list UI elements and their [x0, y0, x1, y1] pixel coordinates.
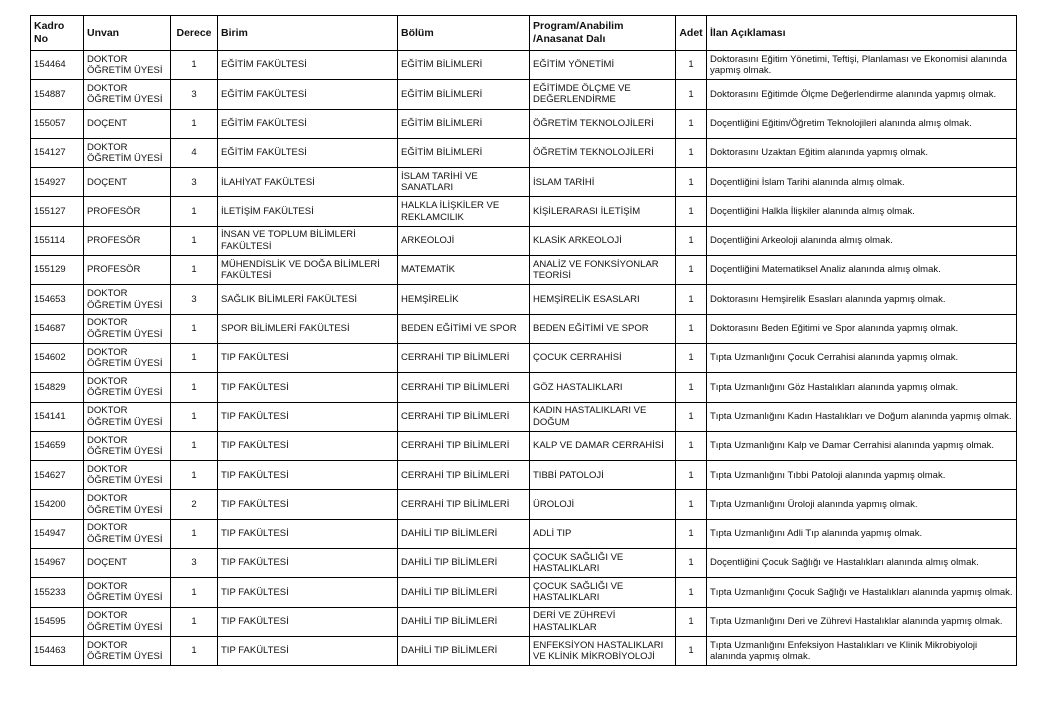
cell-bolum: BEDEN EĞİTİMİ VE SPOR — [398, 314, 530, 343]
cell-bolum: CERRAHİ TIP BİLİMLERİ — [398, 343, 530, 372]
cell-unvan: DOKTOR ÖĞRETİM ÜYESİ — [84, 343, 171, 372]
cell-kadro-no: 154947 — [31, 519, 84, 548]
cell-derece: 1 — [171, 51, 218, 80]
cell-adet: 1 — [676, 343, 707, 372]
cell-bolum: EĞİTİM BİLİMLERİ — [398, 51, 530, 80]
cell-birim: SAĞLIK BİLİMLERİ FAKÜLTESİ — [218, 285, 398, 314]
table-row — [31, 285, 1017, 314]
cell-unvan: PROFESÖR — [84, 226, 171, 255]
cell-unvan: DOKTOR ÖĞRETİM ÜYESİ — [84, 402, 171, 431]
cell-bolum: CERRAHİ TIP BİLİMLERİ — [398, 373, 530, 402]
cell-birim: EĞİTİM FAKÜLTESİ — [218, 138, 398, 167]
cell-adet: 1 — [676, 197, 707, 226]
cell-bolum: DAHİLİ TIP BİLİMLERİ — [398, 578, 530, 607]
cell-kadro-no: 154200 — [31, 490, 84, 519]
cell-adet: 1 — [676, 314, 707, 343]
cell-derece: 1 — [171, 607, 218, 636]
cell-kadro-no: 154829 — [31, 373, 84, 402]
cell-kadro-no: 154887 — [31, 80, 84, 109]
cell-birim: EĞİTİM FAKÜLTESİ — [218, 51, 398, 80]
cell-birim: TIP FAKÜLTESİ — [218, 636, 398, 665]
cell-program: İSLAM TARİHİ — [530, 168, 676, 197]
cell-ilan-aciklamasi: Doçentliğini Arkeoloji alanında almış olmak. — [707, 226, 1017, 255]
cell-derece: 4 — [171, 138, 218, 167]
cell-kadro-no: 154653 — [31, 285, 84, 314]
cell-adet: 1 — [676, 578, 707, 607]
cell-derece: 1 — [171, 373, 218, 402]
cell-adet: 1 — [676, 226, 707, 255]
cell-program: ÇOCUK SAĞLIĞI VE HASTALIKLARI — [530, 578, 676, 607]
cell-ilan-aciklamasi: Doçentliğini Çocuk Sağlığı ve Hastalıkları alanında almış olmak. — [707, 549, 1017, 578]
cell-birim: TIP FAKÜLTESİ — [218, 343, 398, 372]
cell-program: EĞİTİMDE ÖLÇME VE DEĞERLENDİRME — [530, 80, 676, 109]
cell-adet: 1 — [676, 138, 707, 167]
table-row — [31, 80, 1017, 109]
cell-program: ENFEKSİYON HASTALIKLARI VE KLİNİK MİKROBİYOLOJİ — [530, 636, 676, 665]
cell-kadro-no: 154659 — [31, 431, 84, 460]
cell-ilan-aciklamasi: Tıpta Uzmanlığını Göz Hastalıkları alanında yapmış olmak. — [707, 373, 1017, 402]
cell-unvan: PROFESÖR — [84, 197, 171, 226]
cell-bolum: DAHİLİ TIP BİLİMLERİ — [398, 549, 530, 578]
table-row — [31, 578, 1017, 607]
cell-bolum: CERRAHİ TIP BİLİMLERİ — [398, 490, 530, 519]
table-row — [31, 373, 1017, 402]
cell-unvan: DOKTOR ÖĞRETİM ÜYESİ — [84, 578, 171, 607]
cell-kadro-no: 154595 — [31, 607, 84, 636]
cell-derece: 1 — [171, 226, 218, 255]
cell-unvan: PROFESÖR — [84, 256, 171, 285]
cell-unvan: DOKTOR ÖĞRETİM ÜYESİ — [84, 51, 171, 80]
cell-program: KLASİK ARKEOLOJİ — [530, 226, 676, 255]
cell-derece: 3 — [171, 285, 218, 314]
table-row — [31, 519, 1017, 548]
cell-program: KALP VE DAMAR CERRAHİSİ — [530, 431, 676, 460]
cell-ilan-aciklamasi: Tıpta Uzmanlığını Çocuk Cerrahisi alanında yapmış olmak. — [707, 343, 1017, 372]
header-program: Program/Anabilim /Anasanat Dalı — [530, 16, 676, 51]
cell-adet: 1 — [676, 461, 707, 490]
cell-kadro-no: 155057 — [31, 109, 84, 138]
cell-kadro-no: 154463 — [31, 636, 84, 665]
cell-unvan: DOÇENT — [84, 549, 171, 578]
cell-ilan-aciklamasi: Doktorasını Eğitimde Ölçme Değerlendirme alanında yapmış olmak. — [707, 80, 1017, 109]
cell-ilan-aciklamasi: Tıpta Uzmanlığını Tıbbi Patoloji alanında yapmış olmak. — [707, 461, 1017, 490]
cell-derece: 1 — [171, 197, 218, 226]
cell-adet: 1 — [676, 607, 707, 636]
cell-bolum: HEMŞİRELİK — [398, 285, 530, 314]
cell-kadro-no: 154627 — [31, 461, 84, 490]
cell-adet: 1 — [676, 549, 707, 578]
cell-birim: SPOR BİLİMLERİ FAKÜLTESİ — [218, 314, 398, 343]
header-adet: Adet — [676, 16, 707, 51]
cell-kadro-no: 154127 — [31, 138, 84, 167]
cell-kadro-no: 154967 — [31, 549, 84, 578]
cell-program: ADLİ TIP — [530, 519, 676, 548]
cell-birim: EĞİTİM FAKÜLTESİ — [218, 109, 398, 138]
table-row — [31, 402, 1017, 431]
cell-bolum: CERRAHİ TIP BİLİMLERİ — [398, 402, 530, 431]
cell-bolum: CERRAHİ TIP BİLİMLERİ — [398, 461, 530, 490]
cell-derece: 1 — [171, 109, 218, 138]
cell-unvan: DOKTOR ÖĞRETİM ÜYESİ — [84, 285, 171, 314]
cell-derece: 3 — [171, 80, 218, 109]
cell-program: ÇOCUK SAĞLIĞI VE HASTALIKLARI — [530, 549, 676, 578]
cell-ilan-aciklamasi: Doçentliğini Halkla İlişkiler alanında almış olmak. — [707, 197, 1017, 226]
cell-adet: 1 — [676, 636, 707, 665]
cell-adet: 1 — [676, 490, 707, 519]
cell-program: ÇOCUK CERRAHİSİ — [530, 343, 676, 372]
table-row — [31, 343, 1017, 372]
cell-unvan: DOÇENT — [84, 168, 171, 197]
document-page — [30, 15, 1017, 666]
cell-bolum: MATEMATİK — [398, 256, 530, 285]
cell-kadro-no: 154141 — [31, 402, 84, 431]
cell-kadro-no: 154927 — [31, 168, 84, 197]
cell-ilan-aciklamasi: Doktorasını Beden Eğitimi ve Spor alanında yapmış olmak. — [707, 314, 1017, 343]
cell-unvan: DOKTOR ÖĞRETİM ÜYESİ — [84, 373, 171, 402]
cell-birim: İNSAN VE TOPLUM BİLİMLERİ FAKÜLTESİ — [218, 226, 398, 255]
table-row — [31, 636, 1017, 665]
cell-adet: 1 — [676, 285, 707, 314]
cell-unvan: DOKTOR ÖĞRETİM ÜYESİ — [84, 461, 171, 490]
cell-ilan-aciklamasi: Tıpta Uzmanlığını Deri ve Zührevi Hastalıklar alanında yapmış olmak. — [707, 607, 1017, 636]
table-row — [31, 490, 1017, 519]
header-birim: Birim — [218, 16, 398, 51]
cell-birim: TIP FAKÜLTESİ — [218, 578, 398, 607]
cell-ilan-aciklamasi: Doçentliğini Eğitim/Öğretim Teknolojileri alanında almış olmak. — [707, 109, 1017, 138]
cell-bolum: EĞİTİM BİLİMLERİ — [398, 109, 530, 138]
table-row — [31, 431, 1017, 460]
cell-kadro-no: 154464 — [31, 51, 84, 80]
job-listing-table — [30, 15, 1017, 666]
table-row — [31, 168, 1017, 197]
cell-derece: 1 — [171, 461, 218, 490]
table-row — [31, 226, 1017, 255]
cell-adet: 1 — [676, 402, 707, 431]
header-ilan-aciklamasi: İlan Açıklaması — [707, 16, 1017, 51]
cell-ilan-aciklamasi: Doktorasını Uzaktan Eğitim alanında yapmış olmak. — [707, 138, 1017, 167]
cell-bolum: EĞİTİM BİLİMLERİ — [398, 80, 530, 109]
cell-bolum: İSLAM TARİHİ VE SANATLARI — [398, 168, 530, 197]
cell-birim: TIP FAKÜLTESİ — [218, 402, 398, 431]
header-bolum: Bölüm — [398, 16, 530, 51]
cell-program: BEDEN EĞİTİMİ VE SPOR — [530, 314, 676, 343]
cell-program: ANALİZ VE FONKSİYONLAR TEORİSİ — [530, 256, 676, 285]
cell-birim: TIP FAKÜLTESİ — [218, 461, 398, 490]
cell-derece: 3 — [171, 168, 218, 197]
cell-program: ÖĞRETİM TEKNOLOJİLERİ — [530, 138, 676, 167]
cell-ilan-aciklamasi: Tıpta Uzmanlığını Adli Tıp alanında yapmış olmak. — [707, 519, 1017, 548]
cell-birim: TIP FAKÜLTESİ — [218, 431, 398, 460]
cell-birim: İLAHİYAT FAKÜLTESİ — [218, 168, 398, 197]
cell-birim: MÜHENDİSLİK VE DOĞA BİLİMLERİ FAKÜLTESİ — [218, 256, 398, 285]
cell-unvan: DOÇENT — [84, 109, 171, 138]
table-row — [31, 51, 1017, 80]
cell-unvan: DOKTOR ÖĞRETİM ÜYESİ — [84, 490, 171, 519]
table-row — [31, 314, 1017, 343]
cell-adet: 1 — [676, 373, 707, 402]
cell-program: GÖZ HASTALIKLARI — [530, 373, 676, 402]
header-kadro-no: Kadro No — [31, 16, 84, 51]
cell-bolum: ARKEOLOJİ — [398, 226, 530, 255]
table-row — [31, 461, 1017, 490]
table-row — [31, 138, 1017, 167]
table-body — [31, 51, 1017, 666]
cell-ilan-aciklamasi: Doçentliğini İslam Tarihi alanında almış olmak. — [707, 168, 1017, 197]
cell-program: HEMŞİRELİK ESASLARI — [530, 285, 676, 314]
cell-kadro-no: 154602 — [31, 343, 84, 372]
table-row — [31, 256, 1017, 285]
cell-bolum: DAHİLİ TIP BİLİMLERİ — [398, 636, 530, 665]
cell-ilan-aciklamasi: Tıpta Uzmanlığını Kadın Hastalıkları ve Doğum alanında yapmış olmak. — [707, 402, 1017, 431]
cell-ilan-aciklamasi: Tıpta Uzmanlığını Kalp ve Damar Cerrahisi alanında yapmış olmak. — [707, 431, 1017, 460]
cell-unvan: DOKTOR ÖĞRETİM ÜYESİ — [84, 314, 171, 343]
cell-unvan: DOKTOR ÖĞRETİM ÜYESİ — [84, 431, 171, 460]
cell-program: KADIN HASTALIKLARI VE DOĞUM — [530, 402, 676, 431]
cell-ilan-aciklamasi: Doktorasını Eğitim Yönetimi, Teftişi, Planlaması ve Ekonomisi alanında yapmış olmak. — [707, 51, 1017, 80]
cell-program: ÖĞRETİM TEKNOLOJİLERİ — [530, 109, 676, 138]
cell-derece: 1 — [171, 314, 218, 343]
cell-program: KİŞİLERARASI İLETİŞİM — [530, 197, 676, 226]
cell-program: ÜROLOJİ — [530, 490, 676, 519]
cell-unvan: DOKTOR ÖĞRETİM ÜYESİ — [84, 80, 171, 109]
cell-ilan-aciklamasi: Tıpta Uzmanlığını Enfeksiyon Hastalıkları ve Klinik Mikrobiyoloji alanında yapmış olmak. — [707, 636, 1017, 665]
table-row — [31, 549, 1017, 578]
cell-program: TIBBİ PATOLOJİ — [530, 461, 676, 490]
cell-birim: TIP FAKÜLTESİ — [218, 373, 398, 402]
cell-bolum: CERRAHİ TIP BİLİMLERİ — [398, 431, 530, 460]
cell-derece: 1 — [171, 431, 218, 460]
cell-adet: 1 — [676, 519, 707, 548]
cell-bolum: DAHİLİ TIP BİLİMLERİ — [398, 519, 530, 548]
cell-adet: 1 — [676, 431, 707, 460]
cell-program: DERİ VE ZÜHREVİ HASTALIKLAR — [530, 607, 676, 636]
cell-adet: 1 — [676, 51, 707, 80]
cell-derece: 2 — [171, 490, 218, 519]
cell-unvan: DOKTOR ÖĞRETİM ÜYESİ — [84, 607, 171, 636]
cell-ilan-aciklamasi: Doçentliğini Matematiksel Analiz alanında almış olmak. — [707, 256, 1017, 285]
header-derece: Derece — [171, 16, 218, 51]
cell-kadro-no: 155127 — [31, 197, 84, 226]
cell-ilan-aciklamasi: Tıpta Uzmanlığını Üroloji alanında yapmış olmak. — [707, 490, 1017, 519]
cell-adet: 1 — [676, 109, 707, 138]
cell-ilan-aciklamasi: Tıpta Uzmanlığını Çocuk Sağlığı ve Hastalıkları alanında yapmış olmak. — [707, 578, 1017, 607]
cell-unvan: DOKTOR ÖĞRETİM ÜYESİ — [84, 138, 171, 167]
cell-ilan-aciklamasi: Doktorasını Hemşirelik Esasları alanında yapmış olmak. — [707, 285, 1017, 314]
cell-program: EĞİTİM YÖNETİMİ — [530, 51, 676, 80]
cell-birim: TIP FAKÜLTESİ — [218, 490, 398, 519]
cell-adet: 1 — [676, 256, 707, 285]
cell-birim: TIP FAKÜLTESİ — [218, 607, 398, 636]
cell-birim: İLETİŞİM FAKÜLTESİ — [218, 197, 398, 226]
cell-adet: 1 — [676, 80, 707, 109]
cell-bolum: DAHİLİ TIP BİLİMLERİ — [398, 607, 530, 636]
cell-derece: 1 — [171, 519, 218, 548]
cell-bolum: EĞİTİM BİLİMLERİ — [398, 138, 530, 167]
cell-birim: TIP FAKÜLTESİ — [218, 549, 398, 578]
cell-derece: 3 — [171, 549, 218, 578]
cell-kadro-no: 155233 — [31, 578, 84, 607]
table-row — [31, 607, 1017, 636]
cell-birim: TIP FAKÜLTESİ — [218, 519, 398, 548]
cell-birim: EĞİTİM FAKÜLTESİ — [218, 80, 398, 109]
cell-bolum: HALKLA İLİŞKİLER VE REKLAMCILIK — [398, 197, 530, 226]
cell-derece: 1 — [171, 256, 218, 285]
cell-kadro-no: 154687 — [31, 314, 84, 343]
header-unvan: Unvan — [84, 16, 171, 51]
cell-adet: 1 — [676, 168, 707, 197]
table-header-row — [31, 16, 1017, 51]
cell-derece: 1 — [171, 343, 218, 372]
cell-derece: 1 — [171, 402, 218, 431]
cell-derece: 1 — [171, 636, 218, 665]
cell-kadro-no: 155129 — [31, 256, 84, 285]
cell-derece: 1 — [171, 578, 218, 607]
cell-unvan: DOKTOR ÖĞRETİM ÜYESİ — [84, 519, 171, 548]
table-row — [31, 109, 1017, 138]
cell-kadro-no: 155114 — [31, 226, 84, 255]
cell-unvan: DOKTOR ÖĞRETİM ÜYESİ — [84, 636, 171, 665]
table-row — [31, 197, 1017, 226]
